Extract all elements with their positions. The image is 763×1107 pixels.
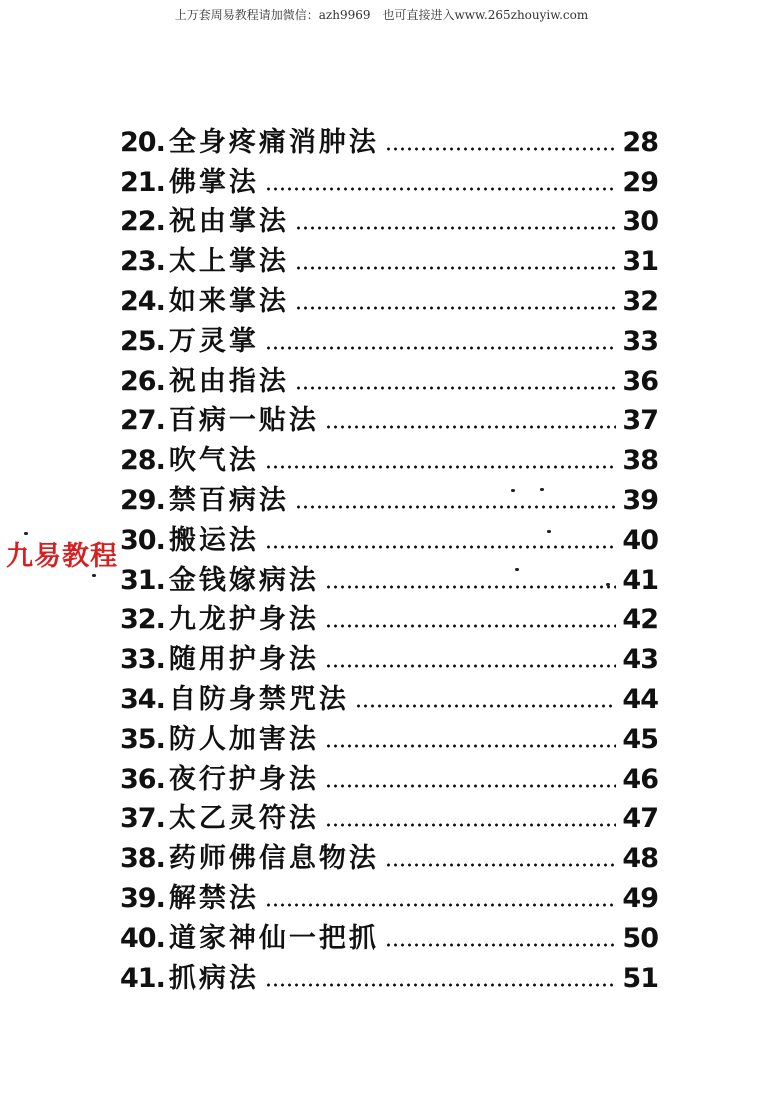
toc-entry <box>120 594 658 634</box>
entry-number: 33. <box>120 644 165 676</box>
scan-speck <box>92 574 96 577</box>
entry-number: 38. <box>120 843 165 875</box>
entry-title: 万灵掌 <box>168 325 259 357</box>
entry-title: 百病一贴法 <box>168 405 319 437</box>
entry-page: 36 <box>622 365 658 397</box>
entry-title: 解禁法 <box>168 882 259 914</box>
entry-title: 全身疼痛消肿法 <box>168 126 379 158</box>
entry-page: 37 <box>622 405 658 437</box>
dot-leader <box>265 346 616 350</box>
dot-leader <box>295 386 616 390</box>
entry-number: 27. <box>120 405 165 437</box>
watermark-logo: 九易教程 <box>6 541 118 572</box>
dot-leader <box>355 704 616 708</box>
toc-entry <box>120 474 658 514</box>
entry-title: 自防身禁咒法 <box>168 683 349 715</box>
entry-number: 28. <box>120 445 165 477</box>
scan-speck <box>515 568 519 571</box>
toc-entry <box>120 196 658 236</box>
toc-entry <box>120 434 658 477</box>
entry-number: 36. <box>120 763 165 795</box>
toc-entry <box>120 116 658 156</box>
dot-leader <box>385 863 616 867</box>
entry-number: 24. <box>120 285 165 317</box>
entry-page: 31 <box>622 246 658 278</box>
scan-speck <box>540 488 544 491</box>
toc-entry <box>120 912 658 952</box>
scan-speck <box>606 583 610 586</box>
entry-title: 如来掌法 <box>168 285 289 317</box>
entry-page: 43 <box>622 644 658 676</box>
entry-page: 30 <box>622 206 658 238</box>
toc-entry <box>120 355 658 395</box>
entry-title: 太乙灵符法 <box>168 803 319 835</box>
dot-leader <box>385 147 616 151</box>
dot-leader <box>295 226 616 230</box>
toc-entry <box>120 713 658 753</box>
entry-page: 51 <box>622 962 658 994</box>
scan-speck <box>511 489 515 492</box>
entry-page: 48 <box>622 843 658 875</box>
entry-number: 41. <box>120 962 165 994</box>
entry-number: 40. <box>120 922 165 954</box>
entry-title: 佛掌法 <box>168 166 259 198</box>
entry-page: 33 <box>622 325 658 357</box>
toc-entry <box>120 952 658 992</box>
header-watermark-text: 上万套周易教程请加微信：azh9969 也可直接进入www.265zhouyiw.com <box>174 8 589 22</box>
entry-title: 防人加害法 <box>168 723 319 755</box>
entry-title: 九龙护身法 <box>168 604 319 636</box>
toc-entry <box>120 753 658 793</box>
entry-title: 药师佛信息物法 <box>168 843 379 875</box>
entry-number: 34. <box>120 683 165 715</box>
entry-title: 祝由掌法 <box>168 206 289 238</box>
entry-page: 46 <box>622 763 658 795</box>
entry-title: 抓病法 <box>168 962 259 994</box>
entry-number: 25. <box>120 325 165 357</box>
entry-number: 23. <box>120 246 165 278</box>
entry-number: 31. <box>120 564 165 596</box>
entry-number: 22. <box>120 206 165 238</box>
entry-title: 吹气法 <box>168 445 259 477</box>
entry-number: 32. <box>120 604 165 636</box>
dot-leader <box>325 784 616 788</box>
dot-leader <box>295 505 616 509</box>
toc-entry <box>120 872 658 912</box>
toc-entry <box>120 554 658 594</box>
entry-title: 夜行护身法 <box>168 763 319 795</box>
entry-page: 50 <box>622 922 658 954</box>
scan-speck <box>547 530 551 533</box>
entry-page: 49 <box>622 882 658 914</box>
entry-page: 38 <box>622 445 658 477</box>
entry-page: 39 <box>622 484 658 516</box>
entry-number: 29. <box>120 484 165 516</box>
entry-title: 金钱嫁病法 <box>168 564 319 596</box>
entry-number: 35. <box>120 723 165 755</box>
entry-number: 37. <box>120 803 165 835</box>
dot-leader <box>265 187 616 191</box>
dot-leader <box>295 306 616 310</box>
entry-title: 道家神仙一把抓 <box>168 922 379 954</box>
dot-leader <box>265 545 616 549</box>
dot-leader <box>325 744 616 748</box>
dot-leader <box>325 823 616 827</box>
toc-entry <box>120 235 658 278</box>
entry-number: 20. <box>120 126 165 158</box>
entry-page: 47 <box>622 803 658 835</box>
entry-title: 禁百病法 <box>168 484 289 516</box>
toc-entry <box>120 673 658 713</box>
table-of-contents <box>120 116 658 992</box>
dot-leader <box>325 585 616 589</box>
entry-page: 45 <box>622 723 658 755</box>
toc-entry <box>120 633 658 676</box>
toc-entry <box>120 832 658 875</box>
entry-number: 21. <box>120 166 165 198</box>
entry-page: 42 <box>622 604 658 636</box>
toc-entry <box>120 514 658 554</box>
toc-entry <box>120 315 658 355</box>
entry-title: 祝由指法 <box>168 365 289 397</box>
toc-entry <box>120 793 658 833</box>
scan-speck <box>24 532 28 535</box>
dot-leader <box>325 425 616 429</box>
entry-title: 搬运法 <box>168 524 259 556</box>
entry-title: 太上掌法 <box>168 246 289 278</box>
entry-page: 32 <box>622 285 658 317</box>
dot-leader <box>265 903 616 907</box>
entry-number: 26. <box>120 365 165 397</box>
dot-leader <box>295 266 616 270</box>
dot-leader <box>385 943 616 947</box>
dot-leader <box>265 983 616 987</box>
entry-page: 40 <box>622 524 658 556</box>
entry-page: 29 <box>622 166 658 198</box>
dot-leader <box>265 465 616 469</box>
dot-leader <box>325 624 616 628</box>
entry-page: 28 <box>622 126 658 158</box>
entry-number: 30. <box>120 524 165 556</box>
dot-leader <box>325 664 616 668</box>
entry-page: 41 <box>622 564 658 596</box>
toc-entry <box>120 395 658 435</box>
toc-entry <box>120 156 658 196</box>
entry-page: 44 <box>622 683 658 715</box>
entry-title: 随用护身法 <box>168 644 319 676</box>
entry-number: 39. <box>120 882 165 914</box>
toc-entry <box>120 275 658 315</box>
